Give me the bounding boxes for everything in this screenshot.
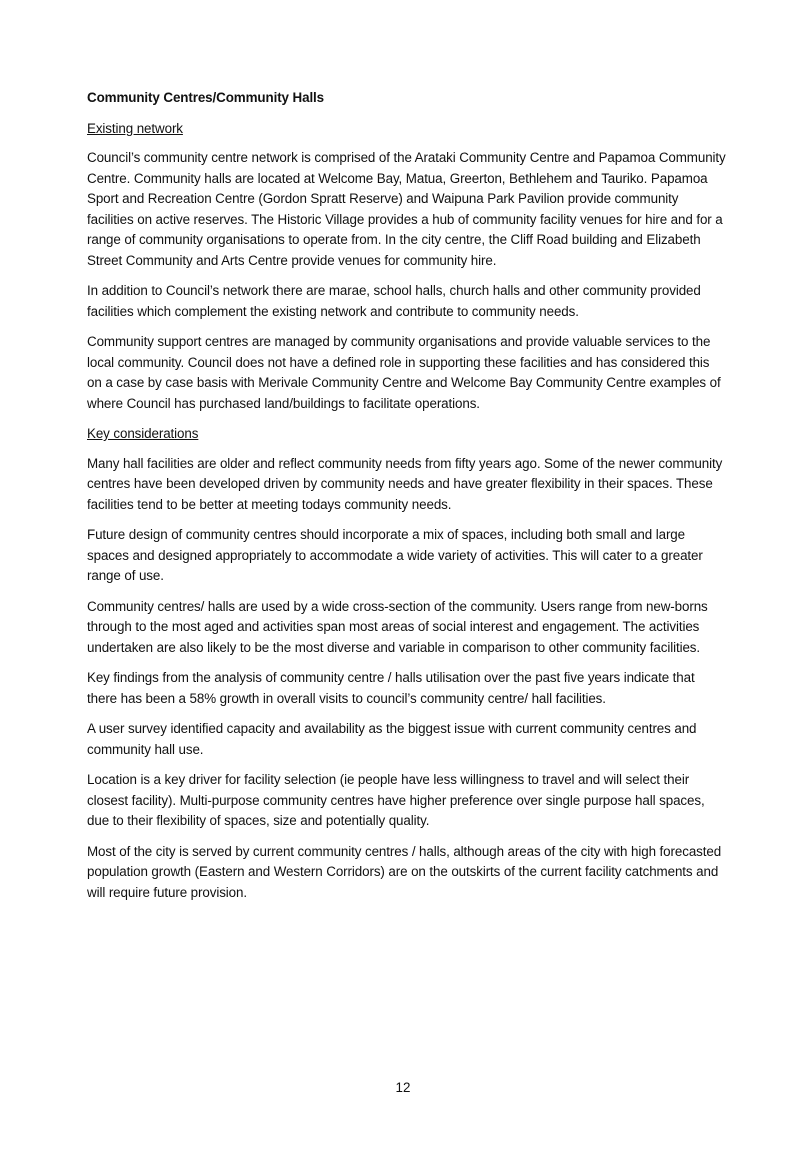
paragraph: Many hall facilities are older and reflect community needs from fifty years ago. Some of the newer community centres have been developed driven by community needs and have greater flexibility in their spaces. These facilities tend to be better at meeting todays community needs. — [87, 455, 723, 512]
paragraph: Key findings from the analysis of community centre / halls utilisation over the past five years indicate that there has been a 58% growth in overall visits to council’s community centre/ hall facilities. — [87, 670, 695, 706]
paragraph: A user survey identified capacity and availability as the biggest issue with current community centres and community hall use. — [87, 721, 697, 757]
document-page — [87, 88, 727, 913]
paragraph: Community support centres are managed by community organisations and provide valuable services to the local community. Council does not have a defined role in supporting these facilities and has considered this on a case by case basis with Merivale Community Centre and Welcome Bay Community Centre examples of where Council has purchased land/buildings to facilitate operations. — [87, 334, 721, 411]
section-heading: Existing network — [87, 120, 183, 136]
section-existing-network — [87, 119, 727, 415]
paragraph: Council’s community centre network is comprised of the Arataki Community Centre and Papamoa Community Centre. Community halls are located at Welcome Bay, Matua, Greerton, Bethlehem and Tauriko. Papamoa Sport and Recreation Centre (Gordon Spratt Reserve) and Waipuna Park Pavilion provide community facilities on active reserves. The Historic Village provides a hub of community facility venues for hire and for a range of community organisations to operate from. In the city centre, the Cliff Road building and Elizabeth Street Community and Arts Centre provide venues for community hire. — [87, 150, 726, 268]
section-key-considerations — [87, 424, 727, 903]
paragraph: Location is a key driver for facility selection (ie people have less willingness to travel and will select their closest facility). Multi-purpose community centres have higher preference over single purpose hall spaces, due to their flexibility of spaces, size and potentially quality. — [87, 772, 705, 828]
page-number: 12 — [395, 1080, 411, 1095]
paragraph: Community centres/ halls are used by a wide cross-section of the community. Users range from new-borns through to the most aged and activities span most areas of social interest and engagement. The activities undertaken are also likely to be the most diverse and variable in comparison to other community facilities. — [87, 598, 708, 655]
paragraph: Future design of community centres should incorporate a mix of spaces, including both small and large spaces and designed appropriately to accommodate a wide variety of activities. This will cater to a greater range of use. — [87, 527, 703, 583]
document-title: Community Centres/Community Halls — [87, 90, 325, 105]
paragraph: In addition to Council’s network there are marae, school halls, church halls and other community provided facilities which complement the existing network and contribute to community needs. — [87, 283, 701, 319]
section-heading: Key considerations — [87, 426, 199, 441]
paragraph: Most of the city is served by current community centres / halls, although areas of the city with high forecasted population growth (Eastern and Western Corridors) are on the outskirts of the current facility catchments and will require future provision. — [87, 843, 722, 900]
